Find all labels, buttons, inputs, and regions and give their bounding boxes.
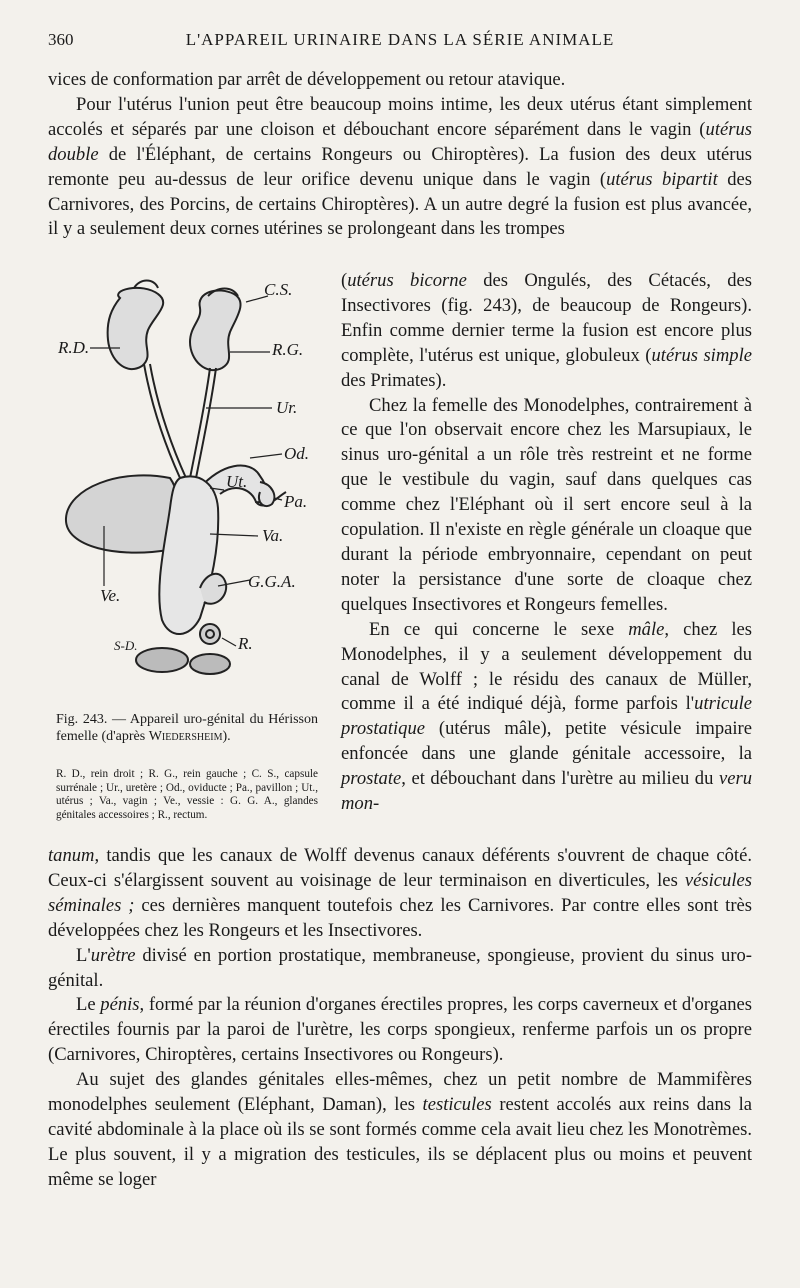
paragraph-uretre: L'urètre divisé en portion prostatique, membraneuse, spongieuse, provient du sinus uro-génital. [48,944,752,991]
paragraph-uterus-bicorne: (utérus bicorne des Ongulés, des Cétacés, des Insectivores (fig. 243), de beaucoup de Rongeurs). Enfin comme dernier terme la fusion est encore plus complète, l'utérus est unique, globuleux (utérus simple des Primates). [341,270,753,391]
paragraph-testicules: Au sujet des glandes génitales elles-mêmes, chez un petit nombre de Mammifères monodelphes seulement (Eléphant, Daman), les testicules restent accolés aux reins dans la cavité abdominale à la place où ils se sont formés comme cela avait lieu chez les Monotrèmes. Le plus souvent, il y a migration des testicules, ils se déplacent plus ou moins et peuvent même se loger [48,1069,752,1190]
label-va: Va. [262,526,284,545]
label-od: Od. [284,444,310,463]
label-sd: S-D. [114,638,138,653]
paragraph-sexe-male: En ce qui concerne le sexe mâle, chez les Monodelphes, il y a seulement développement du canal de Wolff ; le résidu des canaux de Müller, comme il a été indiqué déjà, forme parfois l'utricule prostatique (utérus mâle), petite vésicule impaire enfoncée dans une glande génitale accessoire, la prostate, et débouchant dans l'urètre au milieu du veru mon- [341,618,752,815]
figure-legend: R. D., rein droit ; R. G., rein gauche ; C. S., capsule surrénale ; Ur., uretère ; Od., oviducte ; Pa., pavillon ; Ut., utérus ; Va., vagin ; Ve., vessie : G. G. A., glandes génitales accessoires ; R., rectum. [56,768,318,821]
figure-243 [50,268,332,698]
label-pa: Pa. [284,492,308,511]
urogenital-diagram [50,268,332,698]
paragraph-penis: Le pénis, formé par la réunion d'organes érectiles propres, les corps caverneux et d'organes érectiles fournis par la paroi de l'urètre, les corps spongieux, renferme parfois un os propre (Carnivores, Chiroptères, certains Insectivores ou Rongeurs). [48,994,752,1066]
bottom-text-block [48,844,752,1193]
figure-caption: Fig. 243. — Appareil uro-génital du Hérisson femelle (d'après Wiedersheim). [56,712,318,744]
label-cs: C.S. [264,280,293,299]
page-number: 360 [48,30,74,49]
label-rd: R.D. [58,338,90,357]
right-column-text [341,269,752,817]
paragraph-monodelphes-femelle: Chez la femelle des Monodelphes, contrairement à ce que l'on observait encore chez les Marsupiaux, le sinus uro-génital a un rôle très restreint et ne forme que le vestibule du vagin, sauf dans quelques cas comme chez l'Eléphant où il sert encore seul à la copulation. Il n'existe en règle générale un cloaque que durant la période embryonnaire, cependant on peut noter la persistance d'une sorte de cloaque chez quelques Insectivores et Rongeurs femelles. [341,394,752,615]
paragraph-uterus-fusion: Pour l'utérus l'union peut être beaucoup moins intime, les deux utérus étant simplement accolés et séparés par une cloison et débouchant encore séparément dans le vagin (utérus double de l'Éléphant, de certains Rongeurs ou Chiroptères). La fusion des deux utérus remonte peu au-dessus de leur orifice devenu unique dans le vagin (utérus bipartit des Carnivores, des Porcins, de certains Chiroptères). A un autre degré la fusion est plus avancée, il y a seulement deux cornes utérines se prolongeant dans les trompes [48,93,752,240]
label-rg: R.G. [272,340,304,359]
continuation-line: vices de conformation par arrêt de développement ou retour atavique. [48,69,566,90]
label-r: R. [238,634,253,653]
label-ur: Ur. [276,398,298,417]
label-gga: G.G.A. [248,572,296,591]
top-text-block [48,68,752,242]
label-ut: Ut. [226,472,248,491]
paragraph-canaux-wolff: tanum, tandis que les canaux de Wolff devenus canaux déférents s'ouvrent de chaque côté. Ceux-ci s'élargissent souvent au voisinage de leur terminaison en diverticules, les vésicules séminales ; ces dernières manquent toutefois chez les Carnivores. Par contre elles sont très développées chez les Rongeurs et les Insectivores. [48,845,753,941]
page-header [0,30,800,56]
label-ve: Ve. [100,586,121,605]
running-head: L'APPAREIL URINAIRE DANS LA SÉRIE ANIMALE [185,30,615,49]
